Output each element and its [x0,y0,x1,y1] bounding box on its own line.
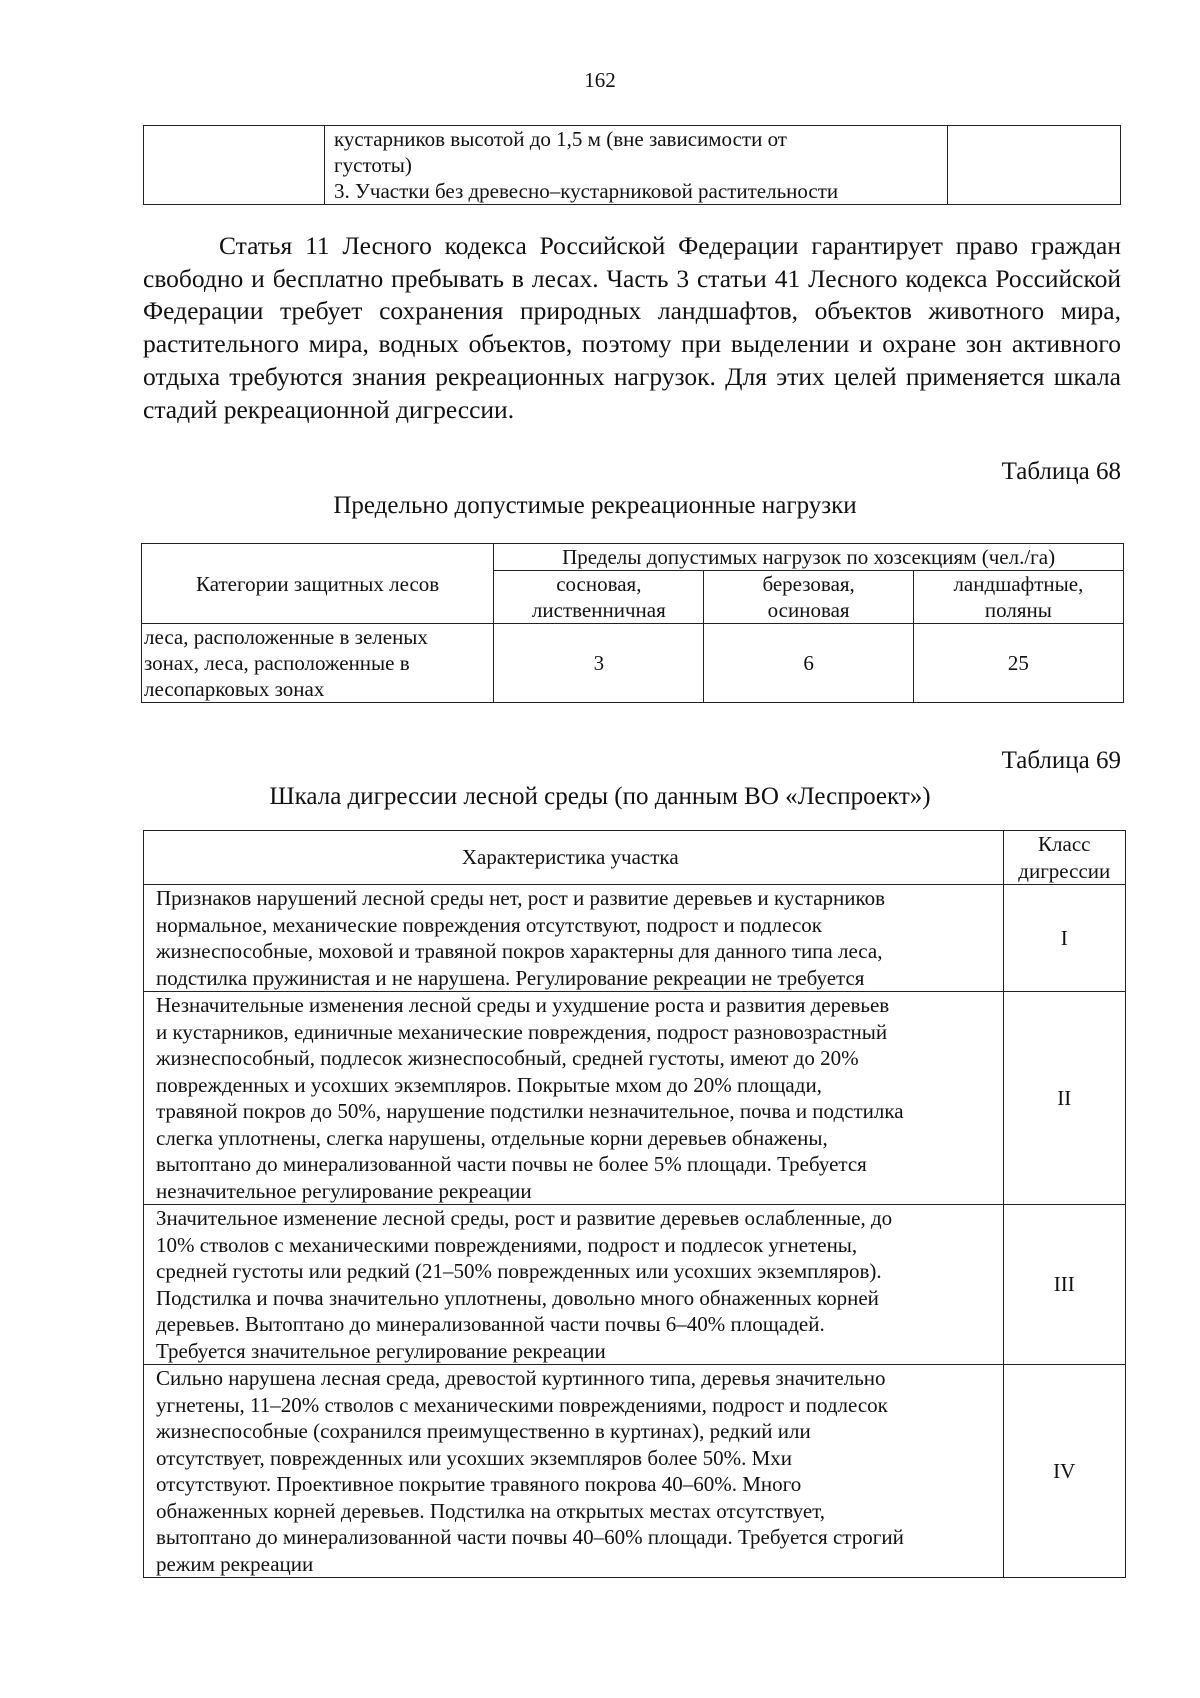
desc-line: Сильно нарушена лесная среда, древостой куртинного типа, деревья значительно [156,1366,886,1390]
cont-line: кустарников высотой до 1,5 м (вне зависимости от [334,127,787,151]
cont-line: густоты) [334,153,412,177]
desc-line: нормальное, механические повреждения отсутствуют, подрост и подлесок [156,912,822,937]
subheader-line: лиственничная [531,598,666,622]
desc-line: деревьев. Вытоптано до минерализованной части почвы 6–40% площадей. [156,1312,825,1336]
table68-value-pine: 3 [494,624,704,703]
subheader-line: поляны [984,598,1052,622]
table68-header-category: Категории защитных лесов [142,544,494,624]
table68-subheader-landscape [913,571,1123,624]
table-row [144,885,1126,992]
desc-line: поврежденных и усохших экземпляров. Покрытые мхом до 20% площади, [156,1072,822,1097]
desc-line: жизнеспособные (сохранился преимущественно в куртинах), редкий или [156,1419,811,1443]
table69-caption: Таблица 69 [1001,747,1121,774]
body-paragraph: Статья 11 Лесного кодекса Российской Федерации гарантирует право граждан свободно и бесплатно пребывать в лесах. Часть 3 статьи 41 Лесного кодекса Российской Федерации требует сохранения природных ландшафтов, объектов животного мира, растительного мира, водных объектов, поэтому при выделении и охране зон активного отдыха требуются знания рекреационных нагрузок. Для этих целей применяется шкала стадий рекреационной дигрессии. [143,231,1121,424]
desc-line: средней густоты или редкий (21–50% поврежденных или усохших экземпляров). [156,1259,882,1283]
desc-line: вытоптано до минерализованной части почвы 40–60% площади. Требуется строгий [156,1525,904,1549]
subheader-line: осиновая [767,598,850,622]
table68 [141,543,1124,703]
table69-desc-cell [144,992,1004,1205]
desc-line: обнаженных корней деревьев. Подстилка на открытых местах отсутствует, [156,1498,826,1523]
table68-value-birch: 6 [704,624,913,703]
desc-line: Значительное изменение лесной среды, рост и развитие деревьев ослабленные, до [156,1206,893,1230]
table-row [144,1365,1126,1578]
table69-desc-cell [144,885,1004,992]
cont-cell-empty-right [947,126,1120,205]
desc-line: вытоптано до минерализованной части почвы не более 5% площади. Требуется [156,1152,867,1176]
desc-line: отсутствуют. Проективное покрытие травяного покрова 40–60%. Много [156,1472,802,1496]
table68-value-landscape: 25 [913,624,1123,703]
table69 [143,830,1126,1578]
header-class-line: Класс [1038,832,1091,856]
desc-line: Признаков нарушений лесной среды нет, рост и развитие деревьев и кустарников [156,886,886,910]
table68-caption: Таблица 68 [1001,458,1121,485]
table69-desc-cell [144,1365,1004,1578]
table69-class-cell: II [1003,992,1125,1205]
table69-desc-cell [144,1205,1004,1365]
desc-line: травяной покров до 50%, нарушение подстилки незначительное, почва и подстилка [156,1099,904,1123]
cont-cell-empty-left [144,126,325,205]
table68-title-text: Предельно допустимые рекреационные нагрузки [333,492,857,519]
table68-subheader-birch [704,571,913,624]
desc-line: Требуется значительное регулирование рекреации [156,1338,606,1363]
desc-line: жизнеспособный, подлесок жизнеспособный, средней густоты, имеют до 20% [156,1046,859,1070]
cont-line: 3. Участки без древесно–кустарниковой растительности [334,179,839,203]
desc-line: жизнеспособные, моховой и травяной покров характерны для данного типа леса, [156,939,883,963]
desc-line: незначительное регулирование рекреации [156,1178,532,1203]
table69-header-class [1003,831,1125,885]
table68-subheader-pine [494,571,704,624]
table69-class-cell: III [1003,1205,1125,1365]
table69-header-desc: Характеристика участка [144,831,1004,885]
subheader-line: березовая, [762,572,855,596]
table-row [144,1205,1126,1365]
desc-line: слегка уплотнены, слегка нарушены, отдельные корни деревьев обнажены, [156,1125,828,1150]
table69-class-cell: I [1003,885,1125,992]
cont-cell-text [325,126,948,205]
desc-line: 10% стволов с механическими повреждениями, подрост и подлесок угнетены, [156,1232,858,1257]
desc-line: Незначительные изменения лесной среды и ухудшение роста и развития деревьев [156,993,890,1017]
desc-line: и кустарников, единичные механические повреждения, подрост разновозрастный [156,1019,888,1044]
table-row [142,624,1124,703]
continuation-table [143,125,1121,205]
table68-title [0,492,1200,520]
desc-line: отсутствует, поврежденных или усохших экземпляров более 50%. Мхи [156,1445,793,1470]
desc-line: угнетены, 11–20% стволов с механическими повреждениями, подрост и подлесок [156,1392,888,1417]
page-number: 162 [584,68,616,92]
table69-title: Шкала дигрессии лесной среды (по данным ВО «Леспроект») [269,783,931,810]
table-row [144,992,1126,1205]
table69-class-cell: IV [1003,1365,1125,1578]
header-class-line: дигрессии [1018,858,1111,883]
desc-line: режим рекреации [156,1551,314,1576]
category-line: лесопарковых зонах [144,677,325,701]
category-line: леса, расположенные в зеленых [144,625,428,649]
desc-line: подстилка пружинистая и не нарушена. Регулирование рекреации не требуется [156,965,865,990]
table68-category-cell [142,624,494,703]
category-line: зонах, леса, расположенные в [144,651,410,675]
subheader-line: ландшафтные, [953,572,1084,596]
desc-line: Подстилка и почва значительно уплотнены, довольно много обнаженных корней [156,1285,879,1310]
table68-header-group: Пределы допустимых нагрузок по хозсекциям (чел./га) [494,544,1124,571]
subheader-line: сосновая, [556,572,642,596]
